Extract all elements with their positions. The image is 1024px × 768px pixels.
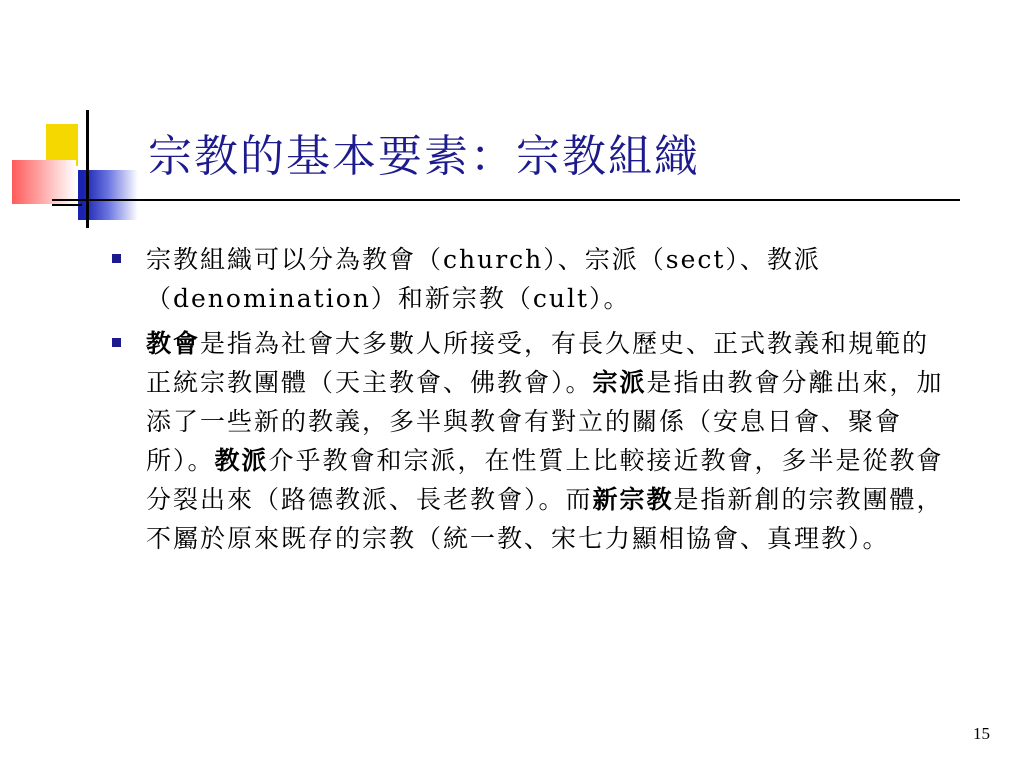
bullet-item — [112, 324, 952, 558]
bullet-square-icon — [112, 338, 121, 347]
page-number: 15 — [973, 724, 990, 743]
vertical-rule — [86, 110, 89, 228]
bold-term: 宗派 — [592, 368, 647, 397]
text-segment: 是指由教會分離出來，加添了一些新的教義，多半與教會有對立的關係（安息日會、聚會所）。 — [146, 368, 944, 475]
slide-title: 宗教的基本要素：宗教組織 — [148, 131, 700, 182]
bullet-item — [112, 240, 952, 318]
bullet-list — [112, 240, 952, 564]
bold-term: 教派 — [214, 446, 269, 475]
title-underline-accent — [52, 204, 82, 206]
text-segment: 是指為社會大多數人所接受，有長久歷史、正式教義和規範的正統宗教團體（天主教會、佛教會）。 — [146, 329, 930, 397]
title-underline — [52, 199, 960, 201]
text-segment: 是指新創的宗教團體，不屬於原來既存的宗教（統一教、宋七力顯相協會、真理教）。 — [146, 485, 944, 553]
text-segment: 宗教組織可以分為教會（church）、宗派（sect）、教派（denomination）和新宗教（cult）。 — [146, 245, 821, 313]
bullet-text — [146, 324, 952, 558]
text-segment: 介乎教會和宗派，在性質上比較接近教會，多半是從教會分裂出來（路德教派、長老教會）。而 — [146, 446, 944, 514]
bold-term: 教會 — [146, 329, 201, 358]
bold-term: 新宗教 — [592, 485, 674, 514]
bullet-text — [146, 240, 952, 318]
bullet-square-icon — [112, 254, 121, 263]
red-gradient-decoration — [12, 160, 76, 204]
